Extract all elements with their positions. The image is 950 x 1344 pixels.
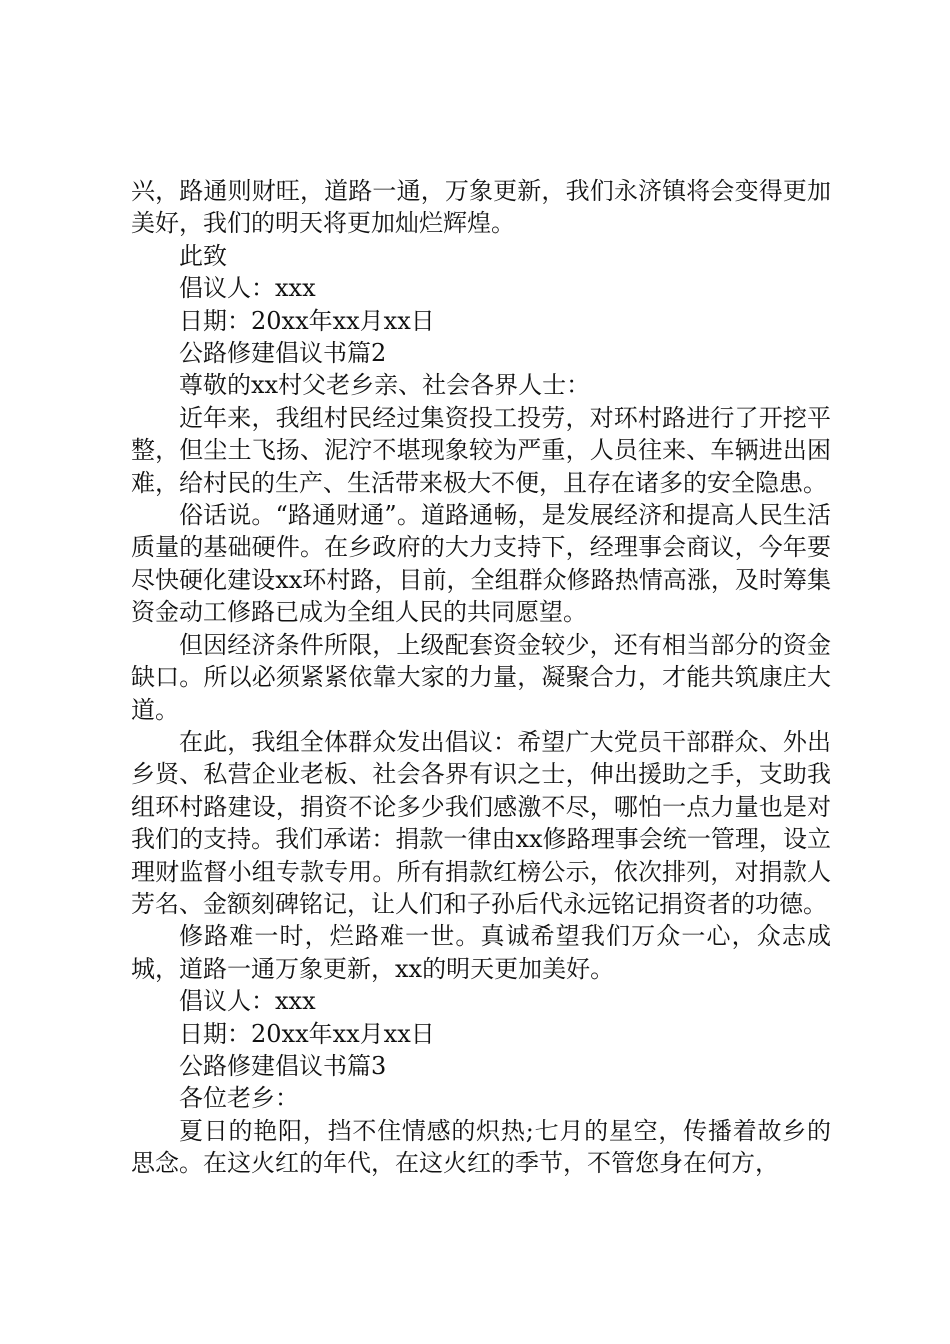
- paragraph-closing-text: 兴，路通则财旺，道路一通，万象更新，我们永济镇将会变得更加美好，我们的明天将更加灿烂辉煌。: [131, 177, 831, 238]
- signature-date-2: 日期：20xx年xx月xx日: [179, 1019, 435, 1048]
- paragraph-hope: 修路难一时，烂路难一世。真诚希望我们万众一心，众志成城，道路一通万象更新，xx的明天更加美好。: [131, 922, 831, 983]
- paragraph-summer: 夏日的艳阳，挡不住情感的炽热;七月的星空，传播着故乡的思念。在这火红的年代，在这火红的季节，不管您身在何方，: [131, 1116, 831, 1178]
- signature-initiator: 倡议人：xxx: [179, 274, 316, 303]
- paragraph-initiative: 在此，我组全体群众发出倡议：希望广大党员干部群众、外出乡贤、私营企业老板、社会各界有识之士，伸出援助之手，支助我组环村路建设，捐资不论多少我们感激不尽，哪怕一点力量也是对我们的支持。我们承诺：捐款一律由xx修路理事会统一管理，设立理财监督小组专款专用。所有捐款红榜公示，依次排列，对捐款人芳名、金额刻碑铭记，让人们和子孙后代永远铭记捐资者的功德。: [131, 727, 831, 918]
- salutation-cizhi: 此致: [179, 241, 227, 270]
- section-title-2: 公路修建倡议书篇2: [179, 339, 387, 368]
- signature-date: 日期：20xx年xx月xx日: [179, 306, 435, 335]
- paragraph-proverb: 俗话说。“路通财通”。道路通畅，是发展经济和提高人民生活质量的基础硬件。在乡政府的大力支持下，经理事会商议，今年要尽快硬化建设xx环村路，目前，全组群众修路热情高涨，及时筹集资金动工修路已成为全组人民的共同愿望。: [131, 501, 831, 627]
- signature-initiator-2: 倡议人：xxx: [179, 987, 316, 1016]
- paragraph-background: 近年来，我组村民经过集资投工投劳，对环村路进行了开挖平整，但尘土飞扬、泥泞不堪现象较为严重，人员往来、车辆进出困难，给村民的生产、生活带来极大不便，且存在诸多的安全隐患。: [131, 403, 831, 497]
- section-title-3: 公路修建倡议书篇3: [179, 1051, 387, 1080]
- document-body: [131, 175, 831, 1180]
- greeting-3: 各位老乡：: [179, 1084, 299, 1113]
- greeting-2: 尊敬的xx村父老乡亲、社会各界人士：: [179, 371, 591, 400]
- paragraph-funding-gap: 但因经济条件所限，上级配套资金较少，还有相当部分的资金缺口。所以必须紧紧依靠大家的力量，凝聚合力，才能共筑康庄大道。: [131, 630, 831, 724]
